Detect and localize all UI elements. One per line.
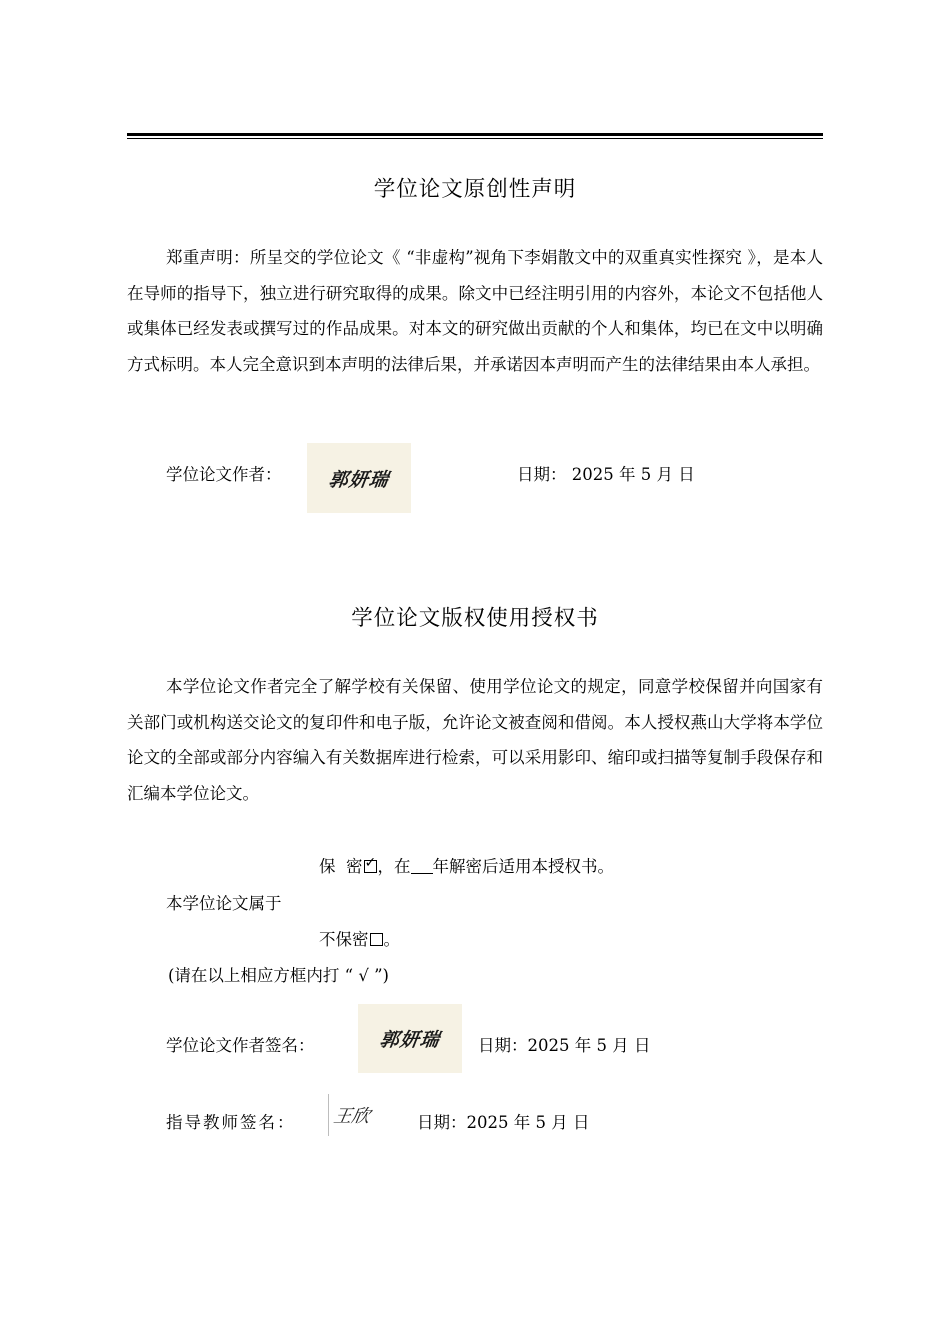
- advisor-signature: 王欣: [331, 1106, 372, 1127]
- check-instruction: (请在以上相应方框内打 “ √ ”): [168, 966, 389, 985]
- authorization-title: 学位论文版权使用授权书: [351, 606, 599, 631]
- advisor-sign-date: 日期：2025 年 5 月 日: [417, 1113, 590, 1132]
- confidential-option: [319, 853, 614, 877]
- check-icon: ✓: [364, 855, 377, 871]
- declaration-author-signature: [307, 443, 411, 513]
- declaration-author-label: 学位论文作者：: [166, 465, 282, 484]
- declaration-date-value: 2025 年 5 月 日: [571, 465, 695, 484]
- advisor-sign-label: 指导教师签名：: [166, 1113, 296, 1132]
- nonconfidential-label: 不保密: [319, 930, 369, 949]
- decrypt-year-blank[interactable]: [411, 859, 433, 874]
- advisor-signature-divider: [328, 1094, 329, 1136]
- declaration-title: 学位论文原创性声明: [373, 177, 577, 202]
- belongs-label: 本学位论文属于: [166, 894, 282, 913]
- confidential-suffix-2: 年解密后适用本授权书。: [432, 857, 614, 876]
- nonconfidential-suffix: 。: [383, 930, 400, 949]
- author-signature: [358, 1004, 462, 1073]
- confidential-suffix-1: ，在: [377, 857, 411, 876]
- nonconfidential-checkbox[interactable]: [370, 933, 383, 946]
- nonconfidential-option: [319, 926, 400, 950]
- author-signature-text: 郭妍瑞: [378, 1029, 442, 1051]
- declaration-date-label: 日期：: [517, 465, 567, 484]
- confidential-checkbox[interactable]: [364, 855, 377, 873]
- author-sign-date: 日期：2025 年 5 月 日: [478, 1036, 651, 1055]
- top-rule-thin: [127, 138, 823, 139]
- top-rule-thick: [127, 133, 823, 136]
- declaration-body: 郑重声明：所呈交的学位论文《 “非虚构”视角下李娟散文中的双重真实性探究 》，是本人在导师的指导下，独立进行研究取得的成果。除文中已经注明引用的内容外，本论文不包括他人或集体已经发表或撰写过的作品成果。对本文的研究做出贡献的个人和集体，均已在文中以明确方式标明。本人完全意识到本声明的法律后果，并承诺因本声明而产生的法律结果由本人承担。: [127, 248, 823, 374]
- declaration-date: [517, 461, 695, 485]
- confidential-label: 保 密: [319, 857, 363, 876]
- authorization-body: 本学位论文作者完全了解学校有关保留、使用学位论文的规定，同意学校保留并向国家有关部门或机构送交论文的复印件和电子版，允许论文被查阅和借阅。本人授权燕山大学将本学位论文的全部或部分内容编入有关数据库进行检索，可以采用影印、缩印或扫描等复制手段保存和汇编本学位论文。: [127, 677, 823, 803]
- author-sign-label: 学位论文作者签名：: [166, 1036, 315, 1055]
- declaration-author-signature-text: 郭妍瑞: [327, 468, 391, 491]
